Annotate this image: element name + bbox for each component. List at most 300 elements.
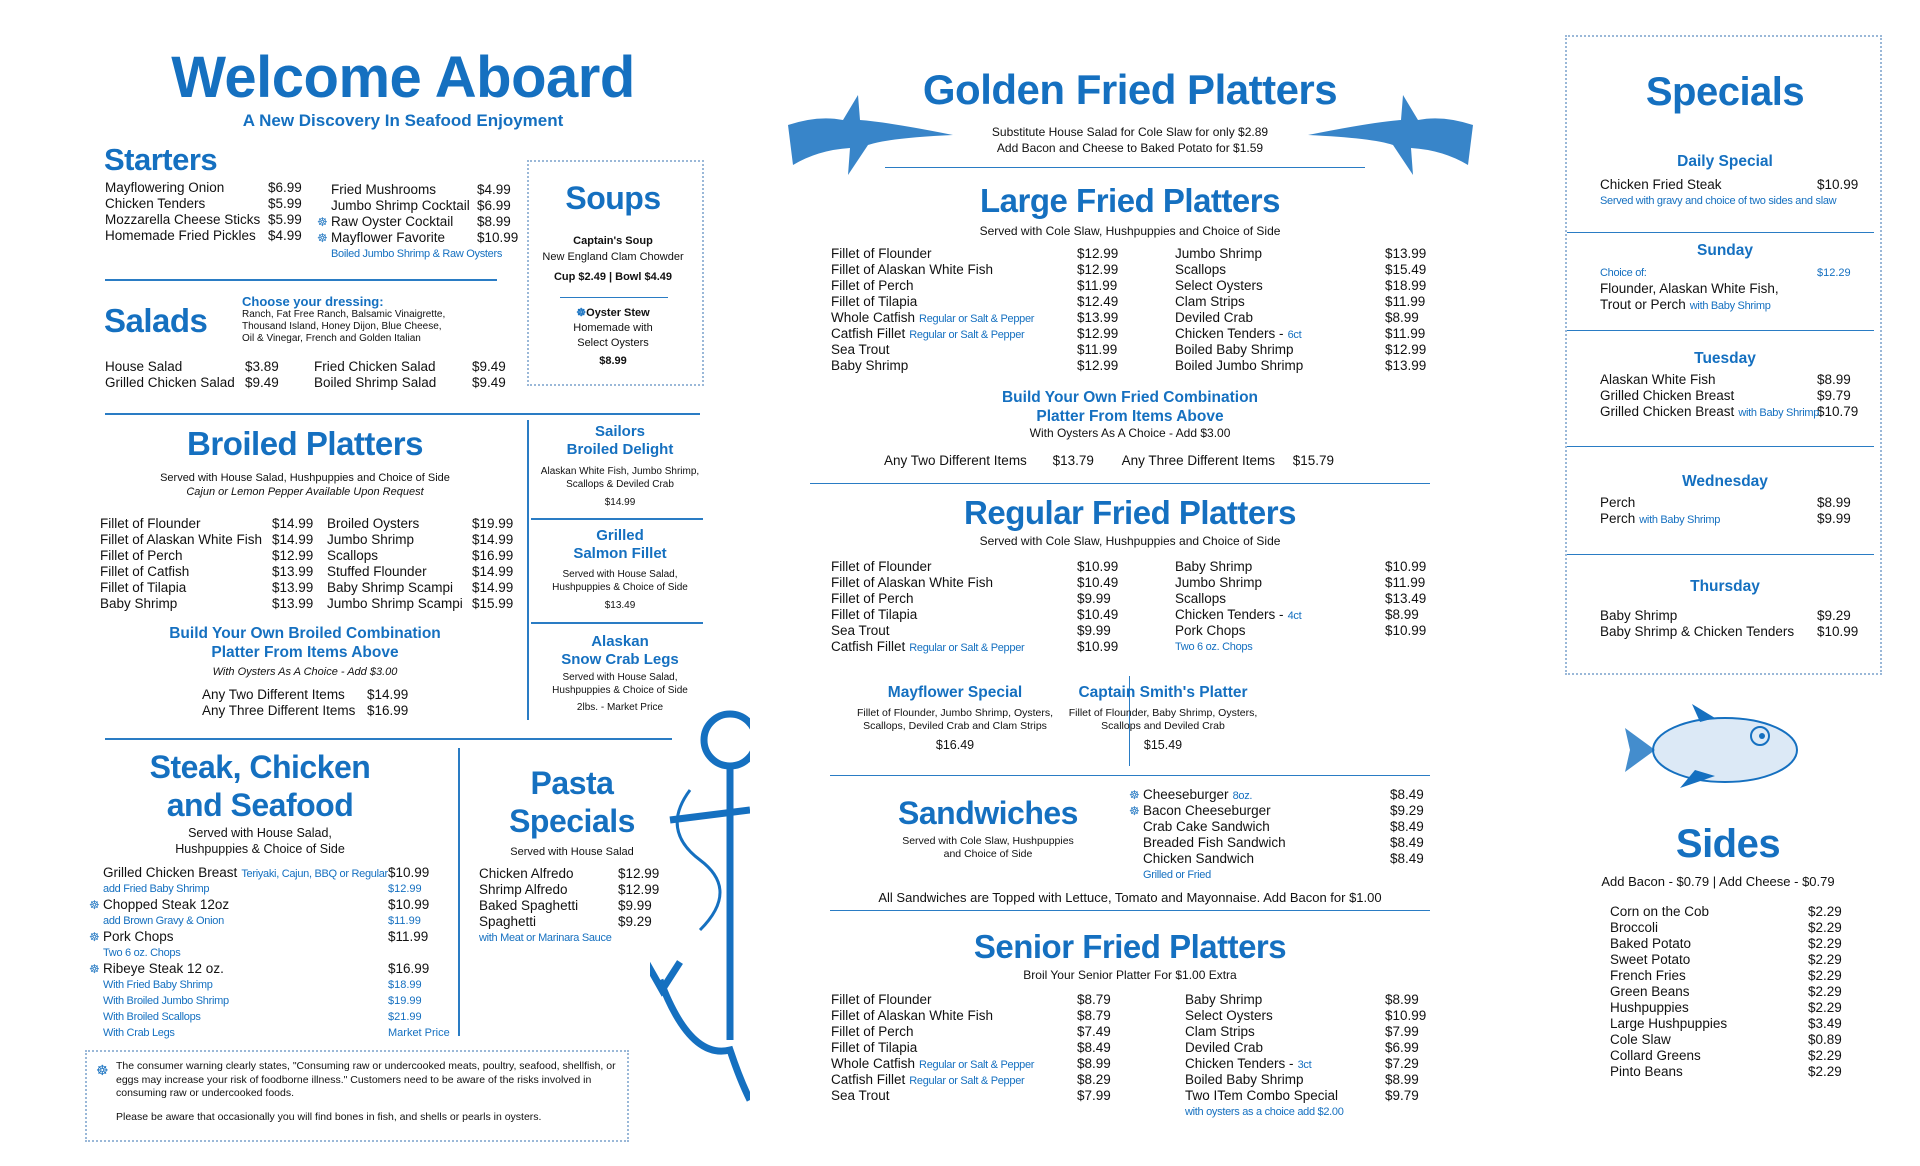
broiled-list — [100, 516, 313, 612]
divider — [458, 748, 460, 1036]
item-price: $18.99 — [388, 979, 422, 991]
consumer-warning: The consumer warning clearly states, "Consuming raw or undercooked meats, poultry, seafood, shellfish, or eggs may increase your risk of foodborne illness." Customers need to be aware of the risks involved in consuming raw or undercooked foods. — [116, 1060, 616, 1099]
wednesday-title: Wednesday — [1682, 473, 1768, 490]
ship-wheel-icon: ☸ — [89, 962, 100, 976]
menu-item — [327, 596, 513, 612]
menu-item-note — [1600, 193, 1858, 209]
item-price: $10.99 — [1385, 623, 1427, 638]
item-name: Baby Shrimp Scampi — [327, 580, 454, 595]
item-price: $12.99 — [388, 883, 422, 895]
item-price: $11.99 — [388, 929, 429, 944]
crab-desc-line: Served with House Salad, — [562, 672, 678, 683]
item-note: 3ct — [1297, 1059, 1312, 1071]
item-price: $9.49 — [245, 375, 279, 390]
item-name: Select Oysters — [1175, 278, 1263, 293]
item-price: $9.99 — [1817, 511, 1851, 526]
item-price: $6.99 — [477, 198, 511, 213]
dressing-block — [242, 294, 445, 345]
mayflower-desc-line: Scallops, Deviled Crab and Clam Strips — [863, 720, 1047, 732]
menu-item — [1610, 936, 1842, 952]
item-price: $8.49 — [1390, 787, 1424, 802]
menu-item — [1185, 1072, 1426, 1088]
item-name: Baby Shrimp & Chicken Tenders — [1600, 624, 1795, 639]
steak-title — [150, 748, 371, 824]
menu-item — [327, 516, 513, 532]
menu-item — [831, 246, 1118, 262]
menu-item — [831, 591, 1118, 607]
menu-item — [831, 1024, 1111, 1040]
ship-wheel-icon: ☸ — [89, 898, 100, 912]
item-price: $8.99 — [1077, 1056, 1111, 1071]
menu-item — [327, 580, 513, 596]
item-price: $5.99 — [268, 196, 302, 211]
regular-list-2 — [1175, 559, 1426, 655]
item-name: Choice of: — [1600, 267, 1647, 279]
golden-line: Add Bacon and Cheese to Baked Potato for $1.59 — [996, 141, 1264, 155]
menu-item-note — [103, 993, 450, 1009]
menu-item — [831, 639, 1118, 655]
item-price: $16.99 — [388, 961, 430, 976]
mayflower-desc — [857, 707, 1053, 752]
menu-item — [100, 564, 313, 580]
item-price: $13.99 — [1385, 358, 1427, 373]
item-price: $10.99 — [1385, 559, 1427, 574]
menu-item — [1610, 1032, 1842, 1048]
menu-item — [1175, 559, 1426, 575]
menu-item — [1185, 1008, 1426, 1024]
broiled-title: Broiled Platters — [187, 425, 423, 462]
item-price: $3.49 — [1808, 1016, 1842, 1031]
item-price: $9.99 — [1077, 623, 1111, 638]
item-name: Jumbo Shrimp — [1175, 575, 1263, 590]
menu-item — [89, 897, 450, 913]
item-note: 4ct — [1287, 610, 1302, 622]
menu-item — [1600, 297, 1851, 313]
item-note: Regular or Salt & Pepper — [909, 1075, 1025, 1087]
starters-list — [105, 180, 302, 244]
combo-title-line: Platter From Items Above — [1036, 408, 1224, 425]
captain-price: $15.49 — [1143, 738, 1183, 752]
item-name: Fillet of Flounder — [100, 516, 201, 531]
item-price: $8.29 — [1077, 1072, 1111, 1087]
broiled-cajun: Cajun or Lemon Pepper Available Upon Request — [186, 486, 424, 498]
item-price: $4.99 — [268, 228, 302, 243]
menu-item — [1600, 404, 1858, 420]
menu-item — [831, 992, 1111, 1008]
menu-item — [1610, 920, 1842, 936]
divider — [1567, 232, 1874, 233]
item-price: $9.49 — [472, 375, 506, 390]
item-name: with Meat or Marinara Sauce — [479, 932, 612, 944]
three-items-price: $15.79 — [1292, 453, 1335, 468]
menu-item — [1600, 624, 1858, 640]
sailors-title-line: Sailors — [594, 423, 646, 440]
salads-list-2 — [314, 359, 506, 391]
golden-line: Substitute House Salad for Cole Slaw for only $2.89 — [991, 125, 1269, 139]
menu-item — [1185, 1056, 1426, 1072]
menu-item — [831, 310, 1118, 326]
item-name: Scallops — [1175, 591, 1227, 606]
item-name: Fillet of Tilapia — [831, 1040, 918, 1055]
oyster-stew-desc: Homemade with — [573, 322, 653, 334]
item-name: Two 6 oz. Chops — [1175, 641, 1253, 653]
item-price: $10.99 — [1077, 559, 1119, 574]
menu-item — [105, 228, 302, 244]
sailors-price: $14.99 — [604, 497, 636, 508]
item-price: $2.29 — [1808, 968, 1842, 983]
item-name: Grilled Chicken Breast with Baby Shrimp — [1600, 404, 1820, 419]
item-note: Regular or Salt & Pepper — [919, 1059, 1035, 1071]
menu-item — [331, 182, 518, 198]
item-price: $10.79 — [1817, 404, 1859, 419]
sandwiches-list — [1129, 787, 1424, 883]
crab-title — [561, 633, 679, 669]
item-note: Regular or Salt & Pepper — [909, 642, 1025, 654]
item-name: Select Oysters — [1185, 1008, 1273, 1023]
menu-item — [831, 1040, 1111, 1056]
item-price: $3.89 — [245, 359, 279, 374]
sandwiches-footer: All Sandwiches are Topped with Lettuce, Tomato and Mayonnaise. Add Bacon for $1.00 — [878, 890, 1382, 905]
sailors-title — [567, 423, 674, 459]
item-name: Grilled Chicken Breast — [1600, 388, 1735, 403]
item-name: Grilled or Fried — [1143, 869, 1211, 881]
item-price: $11.99 — [1385, 575, 1426, 590]
item-note: Teriyaki, Cajun, BBQ or Regular — [241, 868, 388, 880]
item-price: $16.99 — [472, 548, 514, 563]
menu-item — [831, 278, 1118, 294]
item-name: add Brown Gravy & Onion — [103, 915, 224, 927]
item-name: Sea Trout — [831, 342, 890, 357]
item-name: Mayflowering Onion — [105, 180, 225, 195]
item-name: Chicken Alfredo — [479, 866, 574, 881]
menu-item-note — [103, 881, 450, 897]
item-price: $8.79 — [1077, 1008, 1111, 1023]
combo-title-line: Platter From Items Above — [211, 644, 399, 661]
pasta-title-line: Pasta — [530, 765, 614, 801]
item-price: $12.49 — [1077, 294, 1119, 309]
item-price: Market Price — [388, 1027, 450, 1039]
oyster-stew-price: $8.99 — [599, 355, 627, 367]
item-price: $5.99 — [268, 212, 302, 227]
crab-price: 2lbs. - Market Price — [576, 702, 664, 713]
menu-item — [1185, 1088, 1426, 1104]
item-price: $12.99 — [618, 882, 660, 897]
menu-item — [1175, 623, 1426, 639]
menu-item — [105, 359, 279, 375]
item-name: Served with gravy and choice of two sides and slaw — [1600, 195, 1837, 207]
menu-item — [831, 326, 1118, 342]
sides-addons: Add Bacon - $0.79 | Add Cheese - $0.79 — [1601, 874, 1835, 889]
item-price: $14.99 — [272, 516, 314, 531]
menu-item — [831, 575, 1118, 591]
item-price: $4.99 — [477, 182, 511, 197]
item-name: Sweet Potato — [1610, 952, 1691, 967]
item-price: $8.79 — [1077, 992, 1111, 1007]
item-price: $10.99 — [477, 230, 519, 245]
item-price: $8.49 — [1390, 819, 1424, 834]
item-price: $11.99 — [1385, 294, 1426, 309]
item-price: $13.49 — [1385, 591, 1427, 606]
item-name: Boiled Shrimp Salad — [314, 375, 437, 390]
item-price: $10.99 — [1077, 639, 1119, 654]
item-note: 6ct — [1287, 329, 1302, 341]
menu-item — [1610, 952, 1842, 968]
item-note: Regular or Salt & Pepper — [909, 329, 1025, 341]
item-price: $9.49 — [472, 359, 506, 374]
menu-item — [479, 866, 659, 882]
menu-item — [1175, 358, 1426, 374]
menu-item-note — [1185, 1104, 1426, 1120]
dressing-title: Choose your dressing: — [242, 294, 384, 309]
steak-title-line: and Seafood — [166, 787, 354, 823]
item-price: $19.99 — [388, 995, 422, 1007]
item-price: $13.99 — [272, 596, 314, 611]
large-title: Large Fried Platters — [980, 182, 1280, 219]
salads-title: Salads — [104, 302, 208, 339]
menu-item — [1175, 294, 1426, 310]
item-price: $12.99 — [272, 548, 314, 563]
menu-item — [1175, 342, 1426, 358]
ship-wheel-icon: ☸ — [1129, 788, 1140, 802]
regular-list — [831, 559, 1118, 655]
menu-item — [331, 198, 518, 214]
divider — [105, 279, 497, 281]
divider — [105, 413, 700, 415]
dressing-line: Thousand Island, Honey Dijon, Blue Cheese, — [242, 321, 442, 332]
item-price: $11.99 — [388, 915, 421, 927]
menu-item — [831, 1072, 1111, 1088]
menu-item — [314, 375, 506, 391]
item-name: Deviled Crab — [1175, 310, 1254, 325]
item-name: ☸ Bacon Cheeseburger — [1129, 803, 1271, 818]
menu-item — [1143, 851, 1424, 867]
menu-item-note — [103, 1025, 450, 1041]
broiled-served: Served with House Salad, Hushpuppies and Choice of Side — [160, 472, 450, 484]
daily-special-list — [1600, 177, 1858, 209]
large-combo-prices — [884, 453, 1334, 468]
menu-item — [831, 262, 1118, 278]
sandwiches-title: Sandwiches — [898, 795, 1078, 831]
salmon-desc — [552, 568, 688, 612]
menu-item-note — [103, 1009, 450, 1025]
item-name: With Fried Baby Shrimp — [103, 979, 213, 991]
pufferfish-icon — [1620, 700, 1810, 795]
item-price: $0.89 — [1808, 1032, 1842, 1047]
item-price: $16.99 — [367, 703, 409, 718]
broiled-list-2 — [327, 516, 513, 612]
item-price: $2.29 — [1808, 1064, 1842, 1079]
crab-title-line: Alaskan — [591, 633, 649, 650]
menu-item — [1175, 591, 1426, 607]
item-price: $2.29 — [1808, 984, 1842, 999]
item-price: $9.99 — [1077, 591, 1111, 606]
item-name: Pork Chops — [1175, 623, 1246, 638]
item-price: $8.49 — [1390, 835, 1424, 850]
item-name: French Fries — [1610, 968, 1686, 983]
three-items-label: Any Three Different Items — [1121, 453, 1275, 468]
menu-item — [1610, 1064, 1842, 1080]
sailors-desc-line: Scallops & Deviled Crab — [566, 479, 674, 490]
item-price: $15.49 — [1385, 262, 1427, 277]
item-name: Chicken Tenders — [105, 196, 206, 211]
item-price: $12.99 — [1077, 246, 1119, 261]
item-name: Fillet of Perch — [831, 591, 914, 606]
menu-item-note — [103, 945, 450, 961]
item-price: $12.29 — [1817, 267, 1851, 279]
menu-item — [1185, 992, 1426, 1008]
divider — [105, 738, 672, 740]
item-price: $14.99 — [472, 532, 514, 547]
item-price: $14.99 — [472, 580, 514, 595]
item-name: Chicken Tenders - 6ct — [1175, 326, 1302, 341]
large-combo-note: With Oysters As A Choice - Add $3.00 — [1029, 426, 1231, 440]
tuesday-title: Tuesday — [1694, 350, 1756, 367]
item-name: Fillet of Alaskan White Fish — [100, 532, 263, 547]
menu-item — [317, 230, 519, 246]
menu-item — [1143, 835, 1424, 851]
menu-item — [831, 607, 1118, 623]
item-price: $8.99 — [1385, 310, 1419, 325]
item-price: $9.99 — [618, 898, 652, 913]
item-name: Pinto Beans — [1610, 1064, 1683, 1079]
menu-item — [1175, 607, 1426, 623]
item-name: ☸ Raw Oyster Cocktail — [317, 214, 454, 229]
menu-item — [105, 212, 302, 228]
menu-item-note — [479, 930, 659, 946]
item-name: Flounder, Alaskan White Fish, — [1600, 281, 1779, 296]
item-price: $12.99 — [1077, 326, 1119, 341]
senior-list-2 — [1185, 992, 1426, 1120]
welcome-subtitle: A New Discovery In Seafood Enjoyment — [242, 111, 564, 130]
menu-item — [1175, 575, 1426, 591]
item-name: Perch with Baby Shrimp — [1600, 511, 1721, 526]
divider — [830, 910, 1430, 911]
item-price: $12.99 — [1385, 342, 1427, 357]
item-name: Grilled Chicken Salad — [105, 375, 235, 390]
salmon-desc-line: Hushpuppies & Choice of Side — [552, 582, 688, 593]
menu-item — [89, 961, 450, 977]
item-name: Spaghetti — [479, 914, 537, 929]
captains-soup-desc: New England Clam Chowder — [542, 251, 684, 263]
item-price: $2.29 — [1808, 936, 1842, 951]
regular-title: Regular Fried Platters — [964, 494, 1296, 531]
dressing-line: Oil & Vinegar, French and Golden Italian — [242, 333, 421, 344]
item-price: $10.99 — [1385, 1008, 1427, 1023]
item-name: Fillet of Tilapia — [100, 580, 187, 595]
item-note: Regular or Salt & Pepper — [919, 313, 1035, 325]
menu-item — [317, 214, 518, 230]
mayflower-price: $16.49 — [935, 738, 975, 752]
menu-item — [100, 596, 313, 612]
broiled-combo-note: With Oysters As A Choice - Add $3.00 — [212, 666, 398, 678]
menu-item — [831, 294, 1118, 310]
item-name: with oysters as a choice add $2.00 — [1185, 1106, 1344, 1118]
specials-title: Specials — [1645, 70, 1805, 114]
menu-item — [831, 1088, 1111, 1104]
divider — [1567, 330, 1874, 331]
divider — [531, 518, 703, 520]
item-name: Breaded Fish Sandwich — [1143, 835, 1286, 850]
broiled-combo-title — [169, 624, 441, 662]
item-name: Fillet of Perch — [831, 278, 914, 293]
captains-soup-price: Cup $2.49 | Bowl $4.49 — [553, 271, 673, 283]
two-items-label: Any Two Different Items — [884, 453, 1027, 468]
menu-item — [1185, 1040, 1426, 1056]
item-name: ☸ Chopped Steak 12oz — [89, 897, 230, 912]
item-name: Baby Shrimp — [1175, 559, 1253, 574]
menu-item — [1610, 904, 1842, 920]
item-name: Perch — [1600, 495, 1636, 510]
combo-title-line: Build Your Own Broiled Combination — [169, 625, 441, 642]
item-price: $2.29 — [1808, 952, 1842, 967]
menu-item — [1610, 1048, 1842, 1064]
menu-item — [1600, 388, 1858, 404]
menu-item — [100, 532, 313, 548]
pasta-served: Served with House Salad — [510, 846, 634, 858]
menu-item — [1175, 310, 1426, 326]
oyster-stew-title: Oyster Stew — [586, 307, 650, 319]
ship-wheel-icon: ☸ — [1129, 804, 1140, 818]
large-served: Served with Cole Slaw, Hushpuppies and Choice of Side — [979, 224, 1281, 238]
menu-item — [1175, 262, 1426, 278]
captain-desc-line: Scallops and Deviled Crab — [1101, 720, 1225, 732]
sailors-desc-line: Alaskan White Fish, Jumbo Shrimp, — [540, 466, 700, 477]
item-price: $8.99 — [1817, 372, 1851, 387]
item-price: $11.99 — [1077, 342, 1118, 357]
menu-item — [1600, 608, 1858, 624]
item-name: Catfish Fillet Regular or Salt & Pepper — [831, 639, 1025, 654]
captains-soup-title: Captain's Soup — [573, 235, 653, 247]
menu-item — [831, 1008, 1111, 1024]
large-combo-title — [1002, 388, 1258, 426]
menu-item-note — [1175, 639, 1426, 655]
salmon-title-line: Grilled — [596, 527, 644, 544]
menu-item — [1610, 984, 1842, 1000]
captains-soup — [542, 233, 683, 285]
item-name: add Fried Baby Shrimp — [103, 883, 210, 895]
steak-served-line: Served with House Salad, — [188, 826, 332, 840]
item-name: With Broiled Scallops — [103, 1011, 201, 1023]
sides-list — [1610, 904, 1842, 1080]
ship-wheel-icon: ☸ — [576, 307, 587, 319]
menu-item — [327, 564, 513, 580]
steak-served-line: Hushpuppies & Choice of Side — [175, 842, 345, 856]
menu-item — [831, 1056, 1111, 1072]
regular-served: Served with Cole Slaw, Hushpuppies and Choice of Side — [979, 534, 1281, 548]
item-name: Alaskan White Fish — [1600, 372, 1716, 387]
item-price: $10.99 — [1817, 624, 1859, 639]
item-price: $7.29 — [1385, 1056, 1419, 1071]
item-name: Broiled Oysters — [327, 516, 420, 531]
item-name: Clam Strips — [1185, 1024, 1255, 1039]
item-price: $10.99 — [388, 897, 430, 912]
item-name: ☸ Cheeseburger 8oz. — [1129, 787, 1253, 802]
salads-list — [105, 359, 279, 391]
item-name: Baked Potato — [1610, 936, 1692, 951]
item-price: $6.99 — [1385, 1040, 1419, 1055]
divider — [560, 297, 668, 298]
welcome-title: Welcome Aboard — [171, 45, 635, 110]
item-name: Two 6 oz. Chops — [103, 947, 181, 959]
captain-desc-line: Fillet of Flounder, Baby Shrimp, Oysters, — [1068, 707, 1258, 719]
item-name: ☸ Pork Chops — [89, 929, 174, 944]
item-name: With Crab Legs — [103, 1027, 175, 1039]
item-name: Jumbo Shrimp — [1175, 246, 1263, 261]
item-price: $7.99 — [1385, 1024, 1419, 1039]
item-name: Deviled Crab — [1185, 1040, 1264, 1055]
menu-item — [105, 180, 302, 196]
item-price: $12.99 — [1077, 358, 1119, 373]
